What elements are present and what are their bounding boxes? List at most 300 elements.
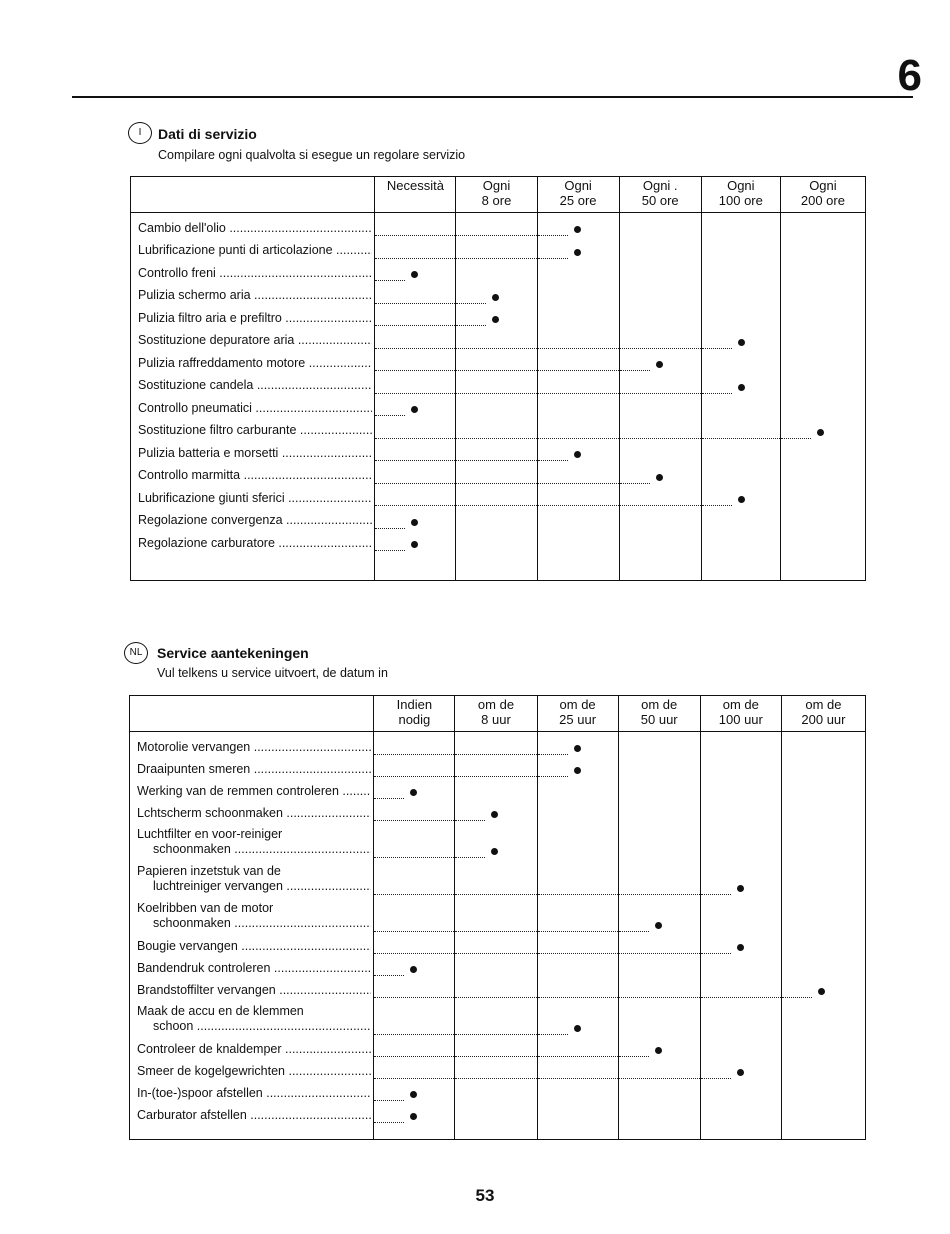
interval-cell bbox=[700, 1038, 781, 1060]
dot-leader bbox=[375, 258, 455, 259]
interval-cell bbox=[537, 736, 618, 758]
dot-leader bbox=[538, 894, 618, 895]
interval-cell bbox=[456, 352, 537, 375]
interval-cell bbox=[781, 1060, 865, 1082]
dot-leader bbox=[456, 393, 536, 394]
dot-leader bbox=[702, 505, 732, 506]
task-label: Pulizia schermo aria ..... bbox=[138, 288, 372, 303]
interval-cell bbox=[780, 239, 865, 262]
column-header-line: Ogni bbox=[727, 178, 755, 193]
interval-bullet-icon bbox=[655, 1047, 662, 1054]
language-badge-icon: NL bbox=[124, 642, 148, 664]
interval-cell bbox=[537, 284, 619, 307]
task-cell bbox=[130, 758, 374, 780]
column-header bbox=[619, 177, 701, 213]
dot-leader bbox=[781, 438, 811, 439]
dot-leader bbox=[620, 393, 701, 394]
dot-leader bbox=[538, 1034, 568, 1035]
interval-cell bbox=[700, 1060, 781, 1082]
column-header-line: 50 uur bbox=[640, 712, 678, 727]
interval-cell bbox=[374, 824, 455, 861]
interval-cell bbox=[537, 329, 619, 352]
dot-leader bbox=[538, 1078, 618, 1079]
interval-bullet-icon bbox=[738, 339, 745, 346]
interval-cell bbox=[618, 780, 700, 802]
dot-leader bbox=[374, 1100, 404, 1101]
dot-leader bbox=[455, 776, 536, 777]
dot-leader bbox=[620, 370, 650, 371]
interval-cell bbox=[537, 442, 619, 465]
dot-leader bbox=[538, 348, 619, 349]
interval-cell bbox=[375, 217, 456, 240]
table-row bbox=[131, 509, 866, 532]
dot-leader bbox=[375, 235, 455, 236]
interval-cell bbox=[374, 802, 455, 824]
interval-cell bbox=[701, 509, 780, 532]
interval-cell bbox=[701, 374, 780, 397]
dot-leader bbox=[374, 931, 454, 932]
task-label: Controllo freni ..... bbox=[138, 266, 372, 281]
interval-bullet-icon bbox=[411, 271, 418, 278]
interval-cell bbox=[456, 307, 537, 330]
dot-leader bbox=[455, 754, 536, 755]
interval-cell bbox=[701, 239, 780, 262]
interval-cell bbox=[374, 861, 455, 898]
dot-leader bbox=[701, 997, 781, 998]
service-schedule-table bbox=[130, 176, 866, 581]
interval-cell bbox=[619, 487, 701, 510]
task-cell bbox=[130, 824, 374, 861]
interval-cell bbox=[537, 758, 618, 780]
interval-cell bbox=[618, 1104, 700, 1126]
header-blank-cell bbox=[130, 696, 374, 732]
interval-cell bbox=[619, 307, 701, 330]
task-label: Bandendruk controleren ..... bbox=[137, 961, 371, 976]
interval-cell bbox=[537, 217, 619, 240]
dot-leader bbox=[455, 1056, 536, 1057]
interval-cell bbox=[537, 861, 618, 898]
interval-cell bbox=[456, 262, 537, 285]
task-label: Smeer de kogelgewrichten ..... bbox=[137, 1064, 371, 1079]
table-row bbox=[131, 329, 866, 352]
task-cell bbox=[131, 307, 375, 330]
dot-leader bbox=[456, 460, 536, 461]
interval-cell bbox=[780, 262, 865, 285]
task-label: Regolazione carburatore ..... bbox=[138, 536, 372, 551]
task-cell bbox=[130, 1060, 374, 1082]
table-row bbox=[131, 307, 866, 330]
interval-cell bbox=[619, 239, 701, 262]
dot-leader bbox=[374, 975, 404, 976]
task-cell bbox=[131, 397, 375, 420]
interval-cell bbox=[375, 352, 456, 375]
column-header bbox=[537, 177, 619, 213]
interval-bullet-icon bbox=[574, 249, 581, 256]
task-cell bbox=[130, 861, 374, 898]
interval-bullet-icon bbox=[574, 745, 581, 752]
interval-cell bbox=[700, 824, 781, 861]
interval-cell bbox=[780, 532, 865, 555]
dot-leader bbox=[375, 415, 405, 416]
interval-cell bbox=[455, 780, 537, 802]
table-row bbox=[131, 419, 866, 442]
dot-leader bbox=[538, 483, 619, 484]
dot-leader bbox=[538, 505, 619, 506]
task-cell bbox=[131, 352, 375, 375]
interval-cell bbox=[375, 307, 456, 330]
interval-cell bbox=[455, 758, 537, 780]
dot-leader bbox=[701, 953, 731, 954]
interval-cell bbox=[456, 509, 537, 532]
column-header bbox=[780, 177, 865, 213]
interval-cell bbox=[537, 1060, 618, 1082]
interval-cell bbox=[781, 736, 865, 758]
interval-cell bbox=[700, 1001, 781, 1038]
task-label: Controleer de knaldemper ..... bbox=[137, 1042, 371, 1057]
task-cell bbox=[131, 464, 375, 487]
table-row bbox=[130, 957, 866, 979]
interval-cell bbox=[780, 397, 865, 420]
dot-leader bbox=[456, 235, 536, 236]
task-cell bbox=[130, 957, 374, 979]
column-header-line: 50 ore bbox=[641, 193, 679, 208]
interval-cell bbox=[618, 898, 700, 935]
interval-bullet-icon bbox=[817, 429, 824, 436]
interval-cell bbox=[618, 802, 700, 824]
interval-cell bbox=[374, 758, 455, 780]
interval-bullet-icon bbox=[410, 1091, 417, 1098]
column-header-line: Ogni . bbox=[642, 178, 678, 193]
interval-bullet-icon bbox=[410, 789, 417, 796]
table-row bbox=[130, 1082, 866, 1104]
interval-cell bbox=[456, 217, 537, 240]
interval-cell bbox=[701, 532, 780, 555]
interval-cell bbox=[618, 957, 700, 979]
table-row bbox=[130, 758, 866, 780]
interval-cell bbox=[375, 464, 456, 487]
interval-cell bbox=[618, 758, 700, 780]
interval-cell bbox=[375, 329, 456, 352]
table-row bbox=[130, 1104, 866, 1126]
dot-leader bbox=[375, 348, 455, 349]
interval-bullet-icon bbox=[737, 944, 744, 951]
column-header-line: om de bbox=[805, 697, 842, 712]
table-row bbox=[131, 532, 866, 555]
header-rule bbox=[72, 96, 913, 98]
dot-leader bbox=[702, 438, 780, 439]
dot-leader bbox=[456, 505, 536, 506]
task-label: Sostituzione depuratore aria ..... bbox=[138, 333, 372, 348]
task-label: Carburator afstellen ..... bbox=[137, 1108, 371, 1123]
interval-cell bbox=[701, 464, 780, 487]
task-cell bbox=[130, 1082, 374, 1104]
section-subtitle: Vul telkens u service uitvoert, de datum in bbox=[157, 666, 388, 680]
interval-cell bbox=[701, 419, 780, 442]
interval-bullet-icon bbox=[491, 811, 498, 818]
task-cell bbox=[130, 780, 374, 802]
table-row bbox=[131, 239, 866, 262]
dot-leader bbox=[701, 894, 731, 895]
dot-leader bbox=[374, 953, 454, 954]
task-cell bbox=[131, 487, 375, 510]
interval-cell bbox=[537, 824, 618, 861]
dot-leader bbox=[375, 528, 405, 529]
interval-cell bbox=[537, 898, 618, 935]
chapter-number: 6 bbox=[897, 51, 922, 100]
interval-cell bbox=[455, 898, 537, 935]
dot-leader bbox=[619, 931, 649, 932]
interval-cell bbox=[619, 217, 701, 240]
table-row bbox=[131, 262, 866, 285]
interval-cell bbox=[780, 374, 865, 397]
interval-cell bbox=[700, 802, 781, 824]
task-cell bbox=[131, 374, 375, 397]
dot-leader bbox=[538, 393, 619, 394]
task-label: Pulizia batteria e morsetti ..... bbox=[138, 446, 372, 461]
dot-leader bbox=[538, 754, 568, 755]
table-row bbox=[130, 736, 866, 758]
dot-leader bbox=[374, 1122, 404, 1123]
dot-leader bbox=[619, 1056, 649, 1057]
interval-cell bbox=[781, 1001, 865, 1038]
language-badge-icon: I bbox=[128, 122, 152, 144]
interval-cell bbox=[375, 532, 456, 555]
task-label: Motorolie vervangen ..... bbox=[137, 740, 371, 755]
task-label: Papieren inzetstuk van de bbox=[137, 863, 281, 878]
column-header bbox=[374, 696, 455, 732]
interval-cell bbox=[455, 1001, 537, 1038]
interval-cell bbox=[456, 284, 537, 307]
interval-bullet-icon bbox=[574, 226, 581, 233]
interval-cell bbox=[537, 487, 619, 510]
interval-cell bbox=[781, 861, 865, 898]
interval-cell bbox=[780, 509, 865, 532]
interval-cell bbox=[781, 1104, 865, 1126]
task-cell bbox=[130, 736, 374, 758]
dot-leader bbox=[701, 1078, 731, 1079]
column-header-line: Necessità bbox=[386, 178, 444, 193]
interval-cell bbox=[700, 957, 781, 979]
dot-leader bbox=[455, 1034, 536, 1035]
task-cell bbox=[130, 802, 374, 824]
dot-leader bbox=[375, 303, 455, 304]
dot-leader bbox=[374, 776, 454, 777]
interval-bullet-icon bbox=[411, 519, 418, 526]
interval-cell bbox=[700, 758, 781, 780]
column-header-line: om de bbox=[477, 697, 515, 712]
interval-cell bbox=[619, 352, 701, 375]
interval-cell bbox=[780, 329, 865, 352]
interval-cell bbox=[374, 1082, 455, 1104]
task-label: Sostituzione filtro carburante ..... bbox=[138, 423, 372, 438]
interval-cell bbox=[618, 824, 700, 861]
interval-cell bbox=[780, 464, 865, 487]
interval-cell bbox=[375, 239, 456, 262]
dot-leader bbox=[455, 953, 536, 954]
interval-cell bbox=[781, 898, 865, 935]
dot-leader bbox=[538, 438, 619, 439]
interval-cell bbox=[374, 1038, 455, 1060]
dot-leader bbox=[619, 1078, 700, 1079]
dot-leader bbox=[455, 857, 485, 858]
interval-cell bbox=[456, 487, 537, 510]
interval-cell bbox=[701, 329, 780, 352]
task-label: Bougie vervangen ..... bbox=[137, 939, 371, 954]
task-cell bbox=[131, 509, 375, 532]
task-cell bbox=[130, 979, 374, 1001]
interval-bullet-icon bbox=[738, 496, 745, 503]
interval-cell bbox=[537, 979, 618, 1001]
dot-leader bbox=[375, 325, 455, 326]
interval-cell bbox=[781, 780, 865, 802]
interval-cell bbox=[374, 957, 455, 979]
interval-cell bbox=[374, 1060, 455, 1082]
table-row bbox=[130, 802, 866, 824]
interval-cell bbox=[700, 898, 781, 935]
interval-bullet-icon bbox=[574, 767, 581, 774]
task-cell bbox=[131, 532, 375, 555]
dot-leader bbox=[619, 953, 700, 954]
interval-bullet-icon bbox=[410, 966, 417, 973]
interval-cell bbox=[701, 397, 780, 420]
task-label: In-(toe-)spoor afstellen ..... bbox=[137, 1086, 371, 1101]
dot-leader bbox=[374, 997, 454, 998]
interval-cell bbox=[780, 419, 865, 442]
dot-leader bbox=[538, 931, 618, 932]
interval-cell bbox=[455, 1104, 537, 1126]
interval-cell bbox=[701, 262, 780, 285]
dot-leader bbox=[455, 820, 485, 821]
interval-cell bbox=[619, 262, 701, 285]
dot-leader bbox=[374, 1034, 454, 1035]
interval-cell bbox=[619, 532, 701, 555]
interval-cell bbox=[781, 1038, 865, 1060]
section-subtitle: Compilare ogni qualvolta si esegue un regolare servizio bbox=[158, 148, 466, 162]
interval-cell bbox=[537, 802, 618, 824]
interval-cell bbox=[619, 374, 701, 397]
interval-cell bbox=[619, 509, 701, 532]
interval-cell bbox=[537, 780, 618, 802]
dot-leader bbox=[619, 997, 700, 998]
interval-cell bbox=[619, 284, 701, 307]
interval-cell bbox=[375, 262, 456, 285]
interval-cell bbox=[537, 464, 619, 487]
interval-bullet-icon bbox=[491, 848, 498, 855]
service-schedule-table bbox=[129, 695, 866, 1140]
interval-cell bbox=[780, 307, 865, 330]
dot-leader bbox=[374, 1056, 454, 1057]
interval-cell bbox=[701, 307, 780, 330]
interval-cell bbox=[619, 329, 701, 352]
page-number: 53 bbox=[475, 1186, 495, 1205]
table-row bbox=[130, 935, 866, 957]
interval-cell bbox=[456, 374, 537, 397]
table-row bbox=[131, 442, 866, 465]
dot-leader bbox=[375, 505, 455, 506]
table-row bbox=[130, 979, 866, 1001]
interval-cell bbox=[781, 1082, 865, 1104]
interval-cell bbox=[618, 1038, 700, 1060]
task-cell bbox=[131, 284, 375, 307]
column-header-line: 25 uur bbox=[559, 712, 597, 727]
column-header bbox=[700, 696, 781, 732]
dot-leader bbox=[456, 258, 536, 259]
interval-cell bbox=[781, 979, 865, 1001]
section-title: Dati di servizio bbox=[158, 126, 257, 142]
dot-leader bbox=[620, 483, 650, 484]
task-label: Lubrificazione giunti sferici ..... bbox=[138, 491, 372, 506]
dot-leader bbox=[456, 325, 486, 326]
header-blank-cell bbox=[131, 177, 375, 213]
task-cell bbox=[131, 217, 375, 240]
table-row bbox=[131, 464, 866, 487]
table-row bbox=[131, 284, 866, 307]
task-cell bbox=[131, 239, 375, 262]
column-header bbox=[375, 177, 456, 213]
interval-bullet-icon bbox=[737, 1069, 744, 1076]
dot-leader bbox=[375, 460, 455, 461]
table-row bbox=[130, 1001, 866, 1038]
interval-cell bbox=[618, 736, 700, 758]
column-header bbox=[701, 177, 780, 213]
dot-leader bbox=[538, 258, 568, 259]
interval-cell bbox=[456, 239, 537, 262]
interval-cell bbox=[781, 824, 865, 861]
column-header-line: 8 ore bbox=[481, 193, 512, 208]
dot-leader bbox=[375, 438, 455, 439]
task-label: Luchtfilter en voor-reiniger bbox=[137, 826, 283, 841]
table-row bbox=[131, 374, 866, 397]
interval-cell bbox=[537, 532, 619, 555]
interval-cell bbox=[780, 217, 865, 240]
column-header-line: 200 ore bbox=[800, 193, 845, 208]
interval-cell bbox=[700, 1104, 781, 1126]
task-label: Koelribben van de motor bbox=[137, 900, 274, 915]
interval-cell bbox=[375, 374, 456, 397]
column-header-line: Ogni bbox=[809, 178, 837, 193]
interval-cell bbox=[700, 861, 781, 898]
interval-cell bbox=[701, 352, 780, 375]
column-header-line: om de bbox=[641, 697, 678, 712]
interval-cell bbox=[537, 1038, 618, 1060]
interval-cell bbox=[374, 736, 455, 758]
interval-cell bbox=[700, 1082, 781, 1104]
column-header bbox=[781, 696, 865, 732]
task-label: Sostituzione candela ..... bbox=[138, 378, 372, 393]
dot-leader bbox=[374, 820, 454, 821]
column-header-line: nodig bbox=[398, 712, 431, 727]
task-cell bbox=[130, 898, 374, 935]
task-label: Brandstoffilter vervangen ..... bbox=[137, 983, 371, 998]
interval-bullet-icon bbox=[818, 988, 825, 995]
interval-cell bbox=[456, 464, 537, 487]
dot-leader bbox=[620, 348, 701, 349]
interval-cell bbox=[780, 284, 865, 307]
dot-leader bbox=[374, 857, 454, 858]
dot-leader bbox=[702, 348, 732, 349]
interval-cell bbox=[618, 1001, 700, 1038]
dot-leader bbox=[374, 894, 454, 895]
interval-cell bbox=[455, 736, 537, 758]
dot-leader bbox=[456, 370, 536, 371]
dot-leader bbox=[538, 1056, 618, 1057]
interval-bullet-icon bbox=[574, 451, 581, 458]
interval-bullet-icon bbox=[411, 406, 418, 413]
interval-cell bbox=[456, 397, 537, 420]
interval-cell bbox=[374, 979, 455, 1001]
dot-leader bbox=[375, 370, 455, 371]
dot-leader bbox=[456, 483, 536, 484]
